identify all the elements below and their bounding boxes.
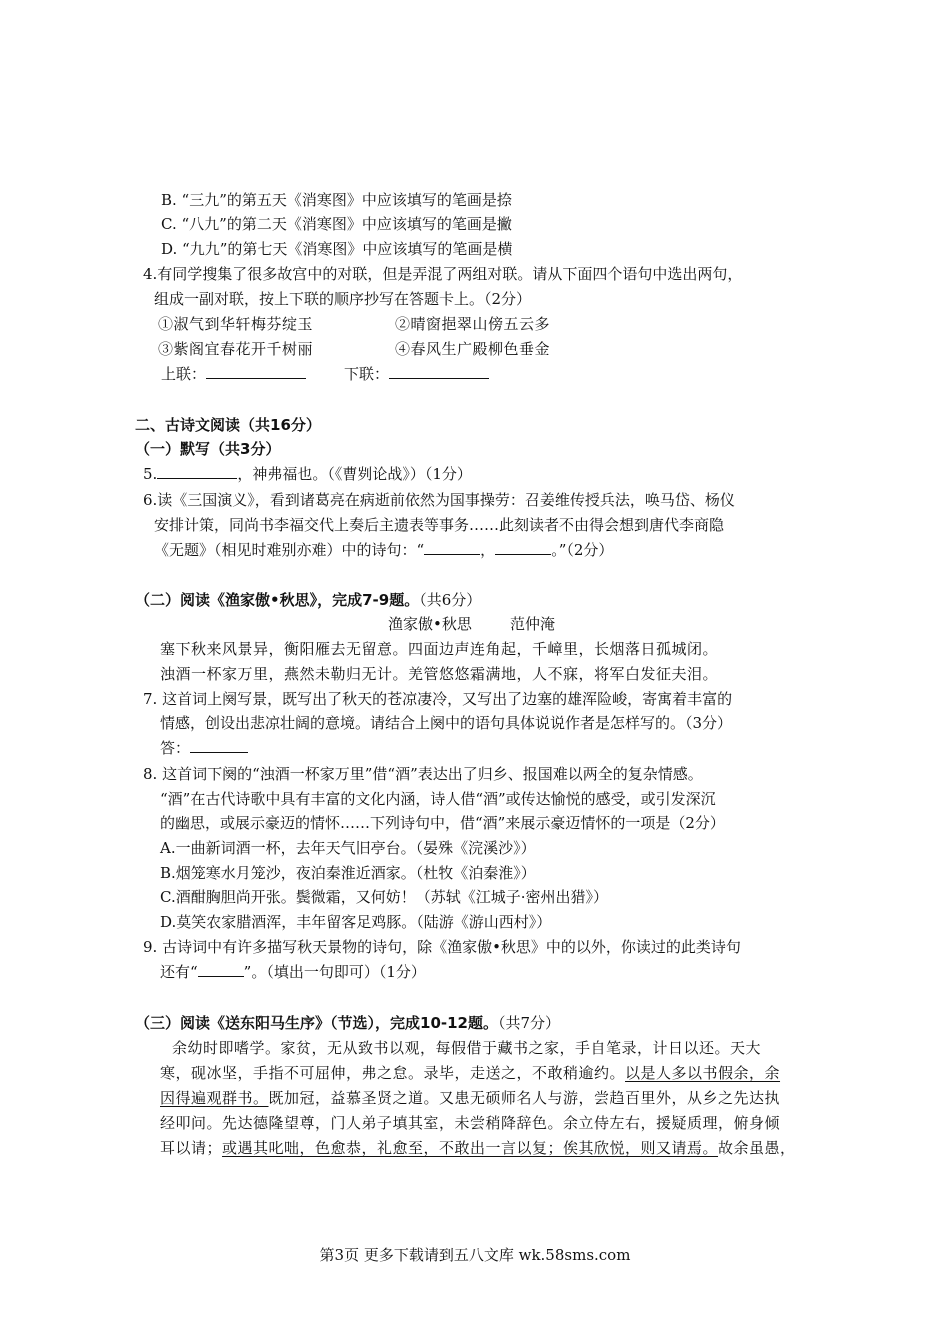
passage-line-2 — [160, 1061, 780, 1085]
q8-line1: 8. 这首词下阕的“浊酒一杯家万里”借“酒”表达出了归乡、报国难以两全的复杂情感。 — [143, 765, 703, 783]
q5-text: ，神弗福也。（《曹刿论战》）（1分） — [237, 465, 472, 483]
passage-line-3-text: 既加冠，益慕圣贤之道。又患无硕师名人与游，尝趋百里外，从乡之先达执 — [268, 1089, 781, 1107]
part-2-heading — [135, 588, 481, 612]
passage-line-1: 余幼时即嗜学。家贫，无从致书以观，每假借于藏书之家，手自笔录，计日以还。天大 — [172, 1039, 762, 1057]
part-3-heading — [135, 1011, 560, 1035]
q3-option-c: C. “八九”的第二天《消寒图》中应该填写的笔画是撇 — [161, 215, 512, 233]
passage-line-5-end: 故余虽愚， — [718, 1139, 796, 1157]
poem-line-2: 浊酒一杯家万里，燕然未勒归无计。羌管悠悠霜满地，人不寐，将军白发征夫泪。 — [160, 665, 719, 683]
q6-blank-1[interactable] — [424, 539, 480, 555]
q6-line2: 安排计策，同尚书李福交代上奏后主遗表等事务……此刻读者不由得会想到唐代李商隐 — [154, 516, 725, 534]
poem-line-1: 塞下秋来风景异，衡阳雁去无留意。四面边声连角起，千嶂里，长烟落日孤城闭。 — [160, 640, 719, 658]
q8-option-d: D.莫笑农家腊酒浑，丰年留客足鸡豚。（陆游《游山西村》） — [160, 913, 552, 931]
part-2-title: （二）阅读《渔家傲•秋思》，完成7-9题。 — [135, 591, 420, 609]
q6-comma: ， — [480, 541, 496, 559]
q8-line2: “酒”在古代诗歌中具有丰富的文化内涵，诗人借“酒”或传达愉悦的感受，或引发深沉 — [160, 790, 716, 808]
q3-option-d: D. “九九”的第七天《消寒图》中应该填写的笔画是横 — [161, 240, 513, 258]
passage-underlined-1b: 因得遍观群书。 — [160, 1089, 269, 1107]
passage-underlined-1a: 以是人多以书假余，余 — [625, 1064, 781, 1082]
q6-line3 — [154, 538, 613, 562]
q7-answer-blank[interactable] — [190, 737, 248, 753]
poem-author: 范仲淹 — [510, 615, 556, 633]
part-3-score: （共7分） — [497, 1014, 561, 1032]
part-2-score: （共6分） — [419, 591, 482, 609]
q8-option-b: B.烟笼寒水月笼沙，夜泊秦淮近酒家。（杜牧《泊秦淮》） — [160, 864, 536, 882]
q7-answer-label: 答： — [160, 739, 191, 757]
q7-line1: 7. 这首词上阕写景，既写出了秋天的苍凉凄冷，又写出了边塞的雄浑险峻，寄寓着丰富的 — [143, 690, 733, 708]
q4-option-1: ①淑气到华轩梅芬绽玉 — [158, 315, 314, 333]
q9-text-a: 还有“ — [160, 963, 198, 981]
q4-option-4: ④春风生广殿柳色垂金 — [395, 340, 551, 358]
poem-title: 渔家傲•秋思 — [388, 615, 472, 633]
lower-couplet-label: 下联： — [344, 365, 390, 383]
q8-option-c: C.酒酣胸胆尚开张。鬓微霜，又何妨！（苏轼《江城子·密州出猎》） — [160, 888, 608, 906]
upper-couplet-label: 上联： — [161, 365, 207, 383]
q9-blank[interactable] — [198, 961, 244, 977]
q6-blank-2[interactable] — [495, 539, 551, 555]
lower-couplet-blank[interactable] — [389, 363, 489, 379]
passage-line-5-text: 耳以请； — [160, 1139, 223, 1157]
q5-blank[interactable] — [157, 463, 237, 479]
section-2-title: 二、古诗文阅读（共16分） — [135, 416, 321, 434]
q5 — [143, 462, 472, 486]
q4-lower-couplet — [344, 362, 489, 386]
q8-option-a: A.一曲新词酒一杯，去年天气旧亭台。（晏殊《浣溪沙》） — [160, 839, 536, 857]
q3-option-b: B. “三九”的第五天《消寒图》中应该填写的笔画是捺 — [161, 191, 512, 209]
q7-line2: 情感，创设出悲凉壮阔的意境。请结合上阕中的语句具体说说作者是怎样写的。（3分） — [160, 714, 733, 732]
q8-line3: 的幽思，或展示豪迈的情怀……下列诗句中，借“酒”来展示豪迈情怀的一项是（2分） — [160, 814, 725, 832]
passage-line-4: 经叩问。先达德隆望尊，门人弟子填其室，未尝稍降辞色。余立侍左右，援疑质理，俯身倾 — [160, 1114, 781, 1132]
q6-line3-text: 《无题》（相见时难别亦难）中的诗句：“ — [154, 541, 425, 559]
part-3-title: （三）阅读《送东阳马生序》（节选），完成10-12题。 — [135, 1014, 498, 1032]
q7-answer — [160, 736, 248, 760]
q9-line1: 9. 古诗词中有许多描写秋天景物的诗句，除《渔家傲•秋思》中的以外，你读过的此类诗句 — [143, 938, 741, 956]
part-1-title: （一）默写（共3分） — [135, 440, 281, 458]
passage-line-2-text: 寒，砚冰坚，手指不可屈伸，弗之怠。录毕，走送之，不敢稍逾约。 — [160, 1064, 626, 1082]
q4-option-3: ③紫阁宜春花开千树丽 — [158, 340, 314, 358]
upper-couplet-blank[interactable] — [206, 363, 306, 379]
page-footer: 第3页 更多下载请到五八文库 wk.58sms.com — [319, 1246, 631, 1264]
q6-line1: 6.读《三国演义》，看到诸葛亮在病逝前依然为国事操劳：召姜维传授兵法，唤马岱、杨仪 — [143, 491, 735, 509]
q4-stem-line1: 4.有同学搜集了很多故宫中的对联，但是弄混了两组对联。请从下面四个语句中选出两句， — [143, 265, 743, 283]
q9-line2 — [160, 960, 426, 984]
q5-number: 5. — [143, 465, 158, 483]
passage-line-5 — [160, 1136, 796, 1160]
passage-line-3 — [160, 1086, 780, 1110]
q9-text-b: ”。（填出一句即可）（1分） — [243, 963, 426, 981]
q4-stem-line2: 组成一副对联，按上下联的顺序抄写在答题卡上。（2分） — [154, 290, 532, 308]
q4-option-2: ②晴窗挹翠山傍五云多 — [395, 315, 551, 333]
passage-underlined-2: 或遇其叱咄，色愈恭，礼愈至，不敢出一言以复；俟其欣悦，则又请焉。 — [222, 1139, 719, 1157]
q6-score: 。”（2分） — [551, 541, 614, 559]
q4-upper-couplet — [161, 362, 306, 386]
